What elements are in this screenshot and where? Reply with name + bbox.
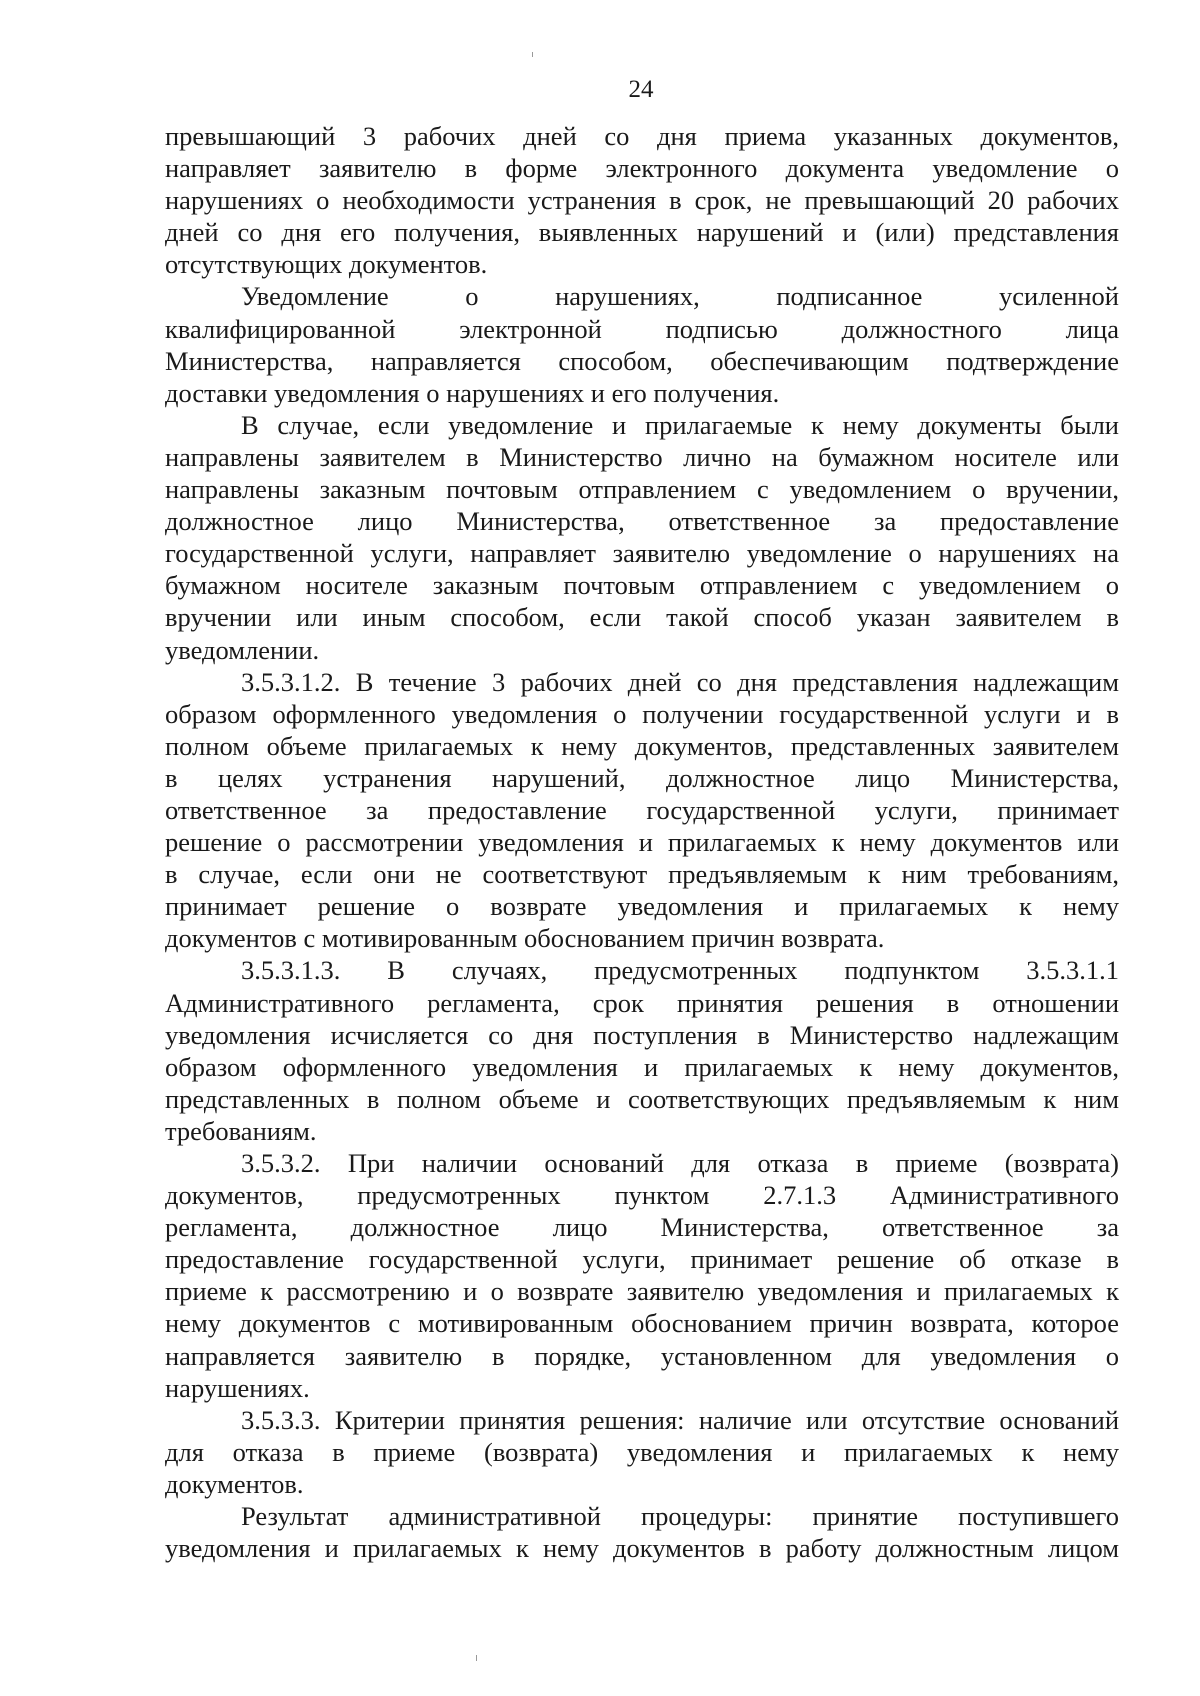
text-line: уведомлении. [165,634,320,665]
text-line: превышающий 3 рабочих дней со дня приема указанных документов, [165,121,1119,151]
text-line: дней со дня его получения, выявленных нарушений и (или) представления [165,217,1119,248]
text-line: 3.5.3.2. При наличии оснований для отказа в приеме (возврата) [241,1148,1119,1178]
document-body [165,120,1119,1564]
text-line: документов, предусмотренных пунктом 2.7.1.3 Административного [165,1180,1119,1211]
text-line: Результат административной процедуры: принятие поступившего [241,1501,1119,1532]
paragraph-2 [165,280,1119,408]
text-line: образом оформленного уведомления и прилагаемых к нему документов, [165,1051,1119,1082]
text-line: нарушениях. [165,1372,310,1403]
text-line: ответственное за предоставление государственной услуги, принимает [165,794,1119,825]
paragraph-3 [165,409,1119,666]
paragraph-4 [165,666,1119,955]
paragraph-8 [165,1500,1119,1564]
text-line: в случае, если они не соответствуют предъявляемым к ним требованиям, [165,859,1119,890]
text-line: нему документов с мотивированным обоснованием причин возврата, которое [165,1308,1119,1339]
text-line: Административного регламента, срок принятия решения в отношении [165,987,1119,1018]
text-line: должностное лицо Министерства, ответственное за предоставление [165,506,1119,537]
text-line: приеме к рассмотрению и о возврате заявителю уведомления и прилагаемых к [165,1276,1119,1307]
text-line: 3.5.3.1.3. В случаях, предусмотренных подпунктом 3.5.3.1.1 [241,955,1119,986]
text-line: документов с мотивированным обоснованием причин возврата. [165,923,885,954]
scan-speck [476,1655,477,1661]
text-line: уведомления исчисляется со дня поступления в Министерство надлежащим [165,1019,1119,1050]
text-line: государственной услуги, направляет заявителю уведомление о нарушениях на [165,538,1119,569]
text-line: уведомления и прилагаемых к нему документов в работу должностным лицом [165,1533,1119,1564]
page-number: 24 [628,76,654,103]
text-line: принимает решение о возврате уведомления и прилагаемых к нему [165,891,1119,922]
text-line: представленных в полном объеме и соответствующих предъявляемым к ним [165,1083,1119,1114]
text-line: В случае, если уведомление и прилагаемые к нему документы были [241,409,1119,440]
text-line: отсутствующих документов. [165,249,488,280]
text-line: направлены заказным почтовым отправлением с уведомлением о вручении, [165,474,1119,505]
text-line: решение о рассмотрении уведомления и прилагаемых к нему документов или [165,827,1119,858]
text-line: квалифицированной электронной подписью должностного лица [165,313,1119,344]
text-line: направляет заявителю в форме электронного документа уведомление о [165,153,1119,184]
scan-speck [532,52,533,57]
text-line: доставки уведомления о нарушениях и его получения. [165,377,780,408]
paragraph-6 [165,1147,1119,1404]
text-line: полном объеме прилагаемых к нему документов, представленных заявителем [165,730,1119,761]
paragraph-7 [165,1404,1119,1500]
text-line: вручении или иным способом, если такой способ указан заявителем в [165,602,1119,633]
paragraph-5 [165,954,1119,1147]
text-line: регламента, должностное лицо Министерства, ответственное за [165,1212,1119,1243]
text-line: 3.5.3.1.2. В течение 3 рабочих дней со дня представления надлежащим [241,666,1119,697]
text-line: в целях устранения нарушений, должностное лицо Министерства, [165,762,1119,793]
text-line: для отказа в приеме (возврата) уведомления и прилагаемых к нему [165,1436,1119,1467]
text-line: Уведомление о нарушениях, подписанное усиленной [241,281,1119,312]
text-line: требованиям. [165,1115,317,1146]
text-line: направляется заявителю в порядке, установленном для уведомления о [165,1340,1119,1371]
text-line: документов. [165,1468,304,1499]
text-line: предоставление государственной услуги, принимает решение об отказе в [165,1244,1119,1275]
text-line: направлены заявителем в Министерство лично на бумажном носителе или [165,441,1119,472]
paragraph-1 [165,120,1119,280]
text-line: образом оформленного уведомления о получении государственной услуги и в [165,698,1119,729]
text-line: бумажном носителе заказным почтовым отправлением с уведомлением о [165,570,1119,601]
text-line: 3.5.3.3. Критерии принятия решения: наличие или отсутствие оснований [241,1404,1119,1435]
text-line: нарушениях о необходимости устранения в срок, не превышающий 20 рабочих [165,185,1119,216]
text-line: Министерства, направляется способом, обеспечивающим подтверждение [165,345,1119,376]
